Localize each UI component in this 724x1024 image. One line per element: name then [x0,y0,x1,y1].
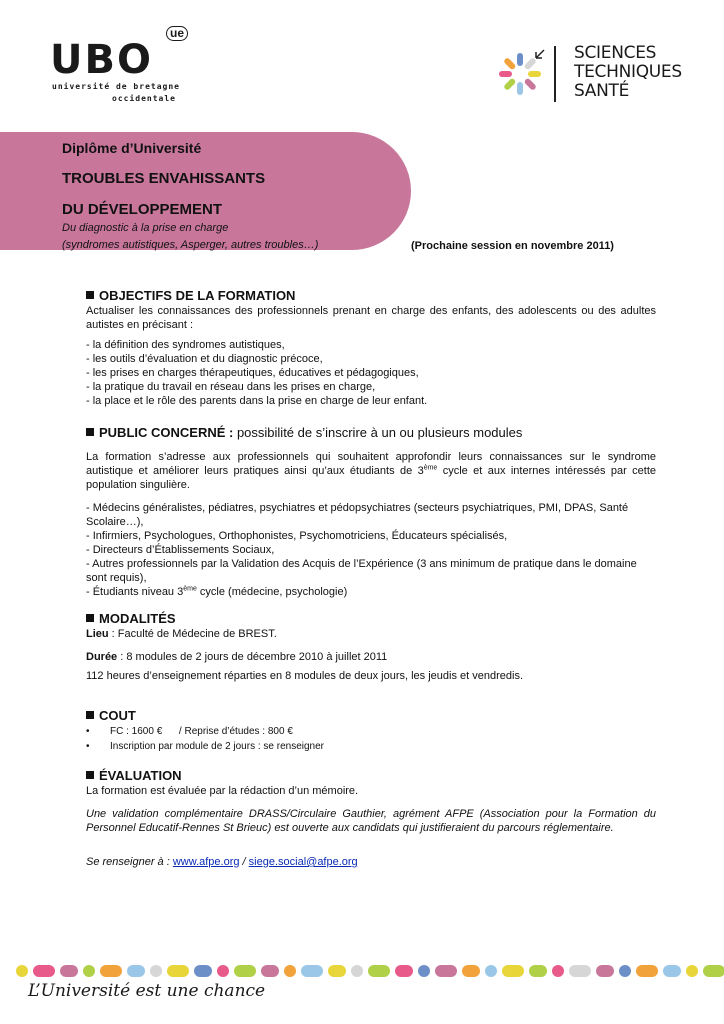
decorative-dot [194,965,212,977]
list-item: - Autres professionnels par la Validation des Acquis de l’Expérience (3 ans minimum de pratique dans le domaine sont requis), [86,558,637,584]
decorative-dot-band [16,965,716,979]
objectifs-list [86,338,656,408]
cout-list [86,724,656,754]
sts-line-sante: SANTÉ [574,81,630,101]
decorative-dot [636,965,658,977]
decorative-dot [418,965,430,977]
next-session: (Prochaine session en novembre 2011) [411,240,614,252]
afpe-website-link[interactable]: www.afpe.org [172,856,240,868]
flower-petal [499,71,512,77]
decorative-dot [83,965,95,977]
evaluation-heading: ÉVALUATION [86,768,656,784]
subtitle-line2: (syndromes autistiques, Asperger, autres troubles…) [62,239,319,251]
flower-petal [517,82,523,95]
decorative-dot [328,965,346,977]
section-public [86,425,656,599]
list-item: - la pratique du travail en réseau dans les prises en charge, [86,381,376,393]
decorative-dot [485,965,497,977]
flower-petal [503,78,516,91]
decorative-dot [301,965,323,977]
square-bullet-icon [86,614,94,622]
list-item: - la place et le rôle des parents dans la prise en charge de leur enfant. [86,395,428,407]
list-item: - Directeurs d’Établissements Sociaux, [86,544,275,556]
decorative-dot [569,965,591,977]
list-item: - Infirmiers, Psychologues, Orthophonistes, Psychomotriciens, Éducateurs spécialisés, [86,530,508,542]
title-line2: DU DÉVELOPPEMENT [62,201,223,218]
modalites-duree: Durée : 8 modules de 2 jours de décembre 2010 à juillet 2011 [86,651,388,663]
list-item: - les outils d’évaluation et du diagnostic précoce, [86,353,323,365]
decorative-dot [127,965,145,977]
ubo-logo-line1: université de bretagne [52,82,180,91]
decorative-dot [552,965,564,977]
sts-wordmark [574,44,682,101]
flower-icon [492,44,552,104]
sts-divider [554,46,556,102]
list-item: - Étudiants niveau 3ème cycle (médecine, psychologie) [86,585,348,598]
decorative-dot [351,965,363,977]
slogan: L’Université est une chance [28,981,266,1001]
modalites-heures: 112 heures d’enseignement réparties en 8 modules de deux jours, les jeudis et vendredis. [86,670,524,682]
public-heading: PUBLIC CONCERNÉ : possibilité de s’inscrire à un ou plusieurs modules [86,425,656,441]
section-objectifs [86,288,656,408]
modalites-heading: MODALITÉS [86,611,656,627]
decorative-dot [234,965,256,977]
modalites-lieu: Lieu : Faculté de Médecine de BREST. [86,628,277,640]
flower-petal [524,57,537,70]
flower-petal [503,57,516,70]
decorative-dot [217,965,229,977]
sts-line-techniques: TECHNIQUES [574,62,682,82]
arrow-icon [536,50,544,58]
title-line1: TROUBLES ENVAHISSANTS [62,170,266,187]
decorative-dot [284,965,296,977]
decorative-dot [462,965,480,977]
list-item: • FC : 1600 € / Reprise d’études : 800 € [86,724,656,739]
decorative-dot [150,965,162,977]
flower-petal [517,53,523,66]
decorative-dot [703,965,724,977]
list-item: - Médecins généralistes, pédiatres, psychiatres et pédopsychiatres (secteurs psychiatriques, PMI, DPAS, Santé Scolaire…), [86,502,629,528]
square-bullet-icon [86,428,94,436]
sts-logo [492,42,692,112]
decorative-dot [368,965,390,977]
list-item: - les prises en charges thérapeutiques, éducatives et pédagogiques, [86,367,419,379]
ue-badge-icon: ue [166,26,188,41]
decorative-dot [435,965,457,977]
evaluation-text: La formation est évaluée par la rédaction d’un mémoire. [86,785,359,797]
ubo-logo-line2: occidentale [112,94,176,103]
square-bullet-icon [86,771,94,779]
square-bullet-icon [86,291,94,299]
decorative-dot [100,965,122,977]
section-evaluation [86,768,656,869]
decorative-dot [663,965,681,977]
ubo-logo [50,26,190,114]
afpe-email-link[interactable]: siege.social@afpe.org [248,856,358,868]
evaluation-contact: Se renseigner à : www.afpe.org / siege.social@afpe.org [86,856,358,868]
flower-petal [524,78,537,91]
evaluation-validation: Une validation complémentaire DRASS/Circulaire Gauthier, agrément AFPE (Association pour la Formation du Personnel Educatif-Rennes St Brieuc) est ouverte aux candidats qui justifieraient du parcours réglementaire. [86,808,656,834]
decorative-dot [60,965,78,977]
flower-petal [528,71,541,77]
decorative-dot [619,965,631,977]
decorative-dot [686,965,698,977]
decorative-dot [502,965,524,977]
list-item: - la définition des syndromes autistiques, [86,339,285,351]
section-cout [86,708,656,754]
decorative-dot [16,965,28,977]
sts-line-sciences: SCIENCES [574,43,657,63]
decorative-dot [261,965,279,977]
subtitle-line1: Du diagnostic à la prise en charge [62,222,229,234]
square-bullet-icon [86,711,94,719]
section-modalites [86,611,656,683]
public-list [86,501,656,599]
objectifs-heading: OBJECTIFS DE LA FORMATION [86,288,656,304]
decorative-dot [167,965,189,977]
objectifs-intro: Actualiser les connaissances des professionnels prenant en charge des enfants, des adolescents ou des adultes autistes en précisant : [86,305,656,331]
decorative-dot [596,965,614,977]
public-paragraph: La formation s’adresse aux professionnels qui souhaitent approfondir leurs connaissances sur le syndrome autistique et améliorer leurs pratiques ainsi qu’aux étudiants de 3ème cycle et aux internes intéressés par cette population singulière. [86,451,656,491]
decorative-dot [529,965,547,977]
cout-heading: COUT [86,708,656,724]
decorative-dot [395,965,413,977]
diploma-label: Diplôme d’Université [62,140,202,156]
list-item: • Inscription par module de 2 jours : se renseigner [86,739,656,754]
decorative-dot [33,965,55,977]
ubo-logo-wordmark: UBO [50,37,153,83]
